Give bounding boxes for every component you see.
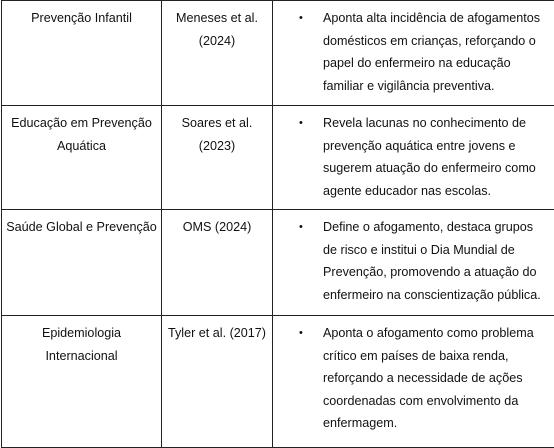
topic-cell <box>2 210 162 316</box>
topic-cell <box>2 316 162 448</box>
reference-text: Soares et al. (2023) <box>181 116 253 153</box>
topic-cell <box>2 106 162 210</box>
topic-text: Prevenção Infantil <box>31 11 132 25</box>
reference-cell <box>162 106 273 210</box>
reference-cell <box>162 1 273 106</box>
topic-cell <box>2 1 162 106</box>
topic-text: Educação em Prevenção Aquática <box>11 116 152 153</box>
reference-cell <box>162 316 273 448</box>
description-cell <box>273 316 554 448</box>
table-row <box>2 1 554 106</box>
table-row <box>2 316 554 448</box>
reference-cell <box>162 210 273 316</box>
bullet-icon: • <box>299 117 303 129</box>
bullet-icon: • <box>299 221 303 233</box>
description-text: Aponta alta incidência de afogamentos domésticos em crianças, reforçando o papel do enfermeiro na educação familiar e vigilância preventiva. <box>323 11 541 93</box>
reference-text: Meneses et al. (2024) <box>176 11 258 48</box>
description-text: Aponta o afogamento como problema crítico em países de baixa renda, reforçando a necessidade de ações coordenadas com envolvimento da enfermagem. <box>323 326 534 430</box>
table-row <box>2 210 554 316</box>
description-cell <box>273 210 554 316</box>
reference-text: Tyler et al. (2017) <box>168 326 266 340</box>
description-text: Revela lacunas no conhecimento de prevenção aquática entre jovens e sugerem atuação do enfermeiro como agente educador nas escolas. <box>323 116 536 198</box>
description-cell <box>273 1 554 106</box>
topic-text: Epidemiologia Internacional <box>41 326 122 363</box>
description-cell <box>273 106 554 210</box>
table-row <box>2 106 554 210</box>
bullet-icon: • <box>299 12 303 24</box>
bullet-icon: • <box>299 327 303 339</box>
literature-review-table <box>1 0 554 448</box>
description-text: Define o afogamento, destaca grupos de risco e institui o Dia Mundial de Prevenção, promovendo a atuação do enfermeiro na conscientização pública. <box>323 220 541 302</box>
reference-text: OMS (2024) <box>182 220 252 234</box>
topic-text: Saúde Global e Prevenção <box>6 220 157 234</box>
